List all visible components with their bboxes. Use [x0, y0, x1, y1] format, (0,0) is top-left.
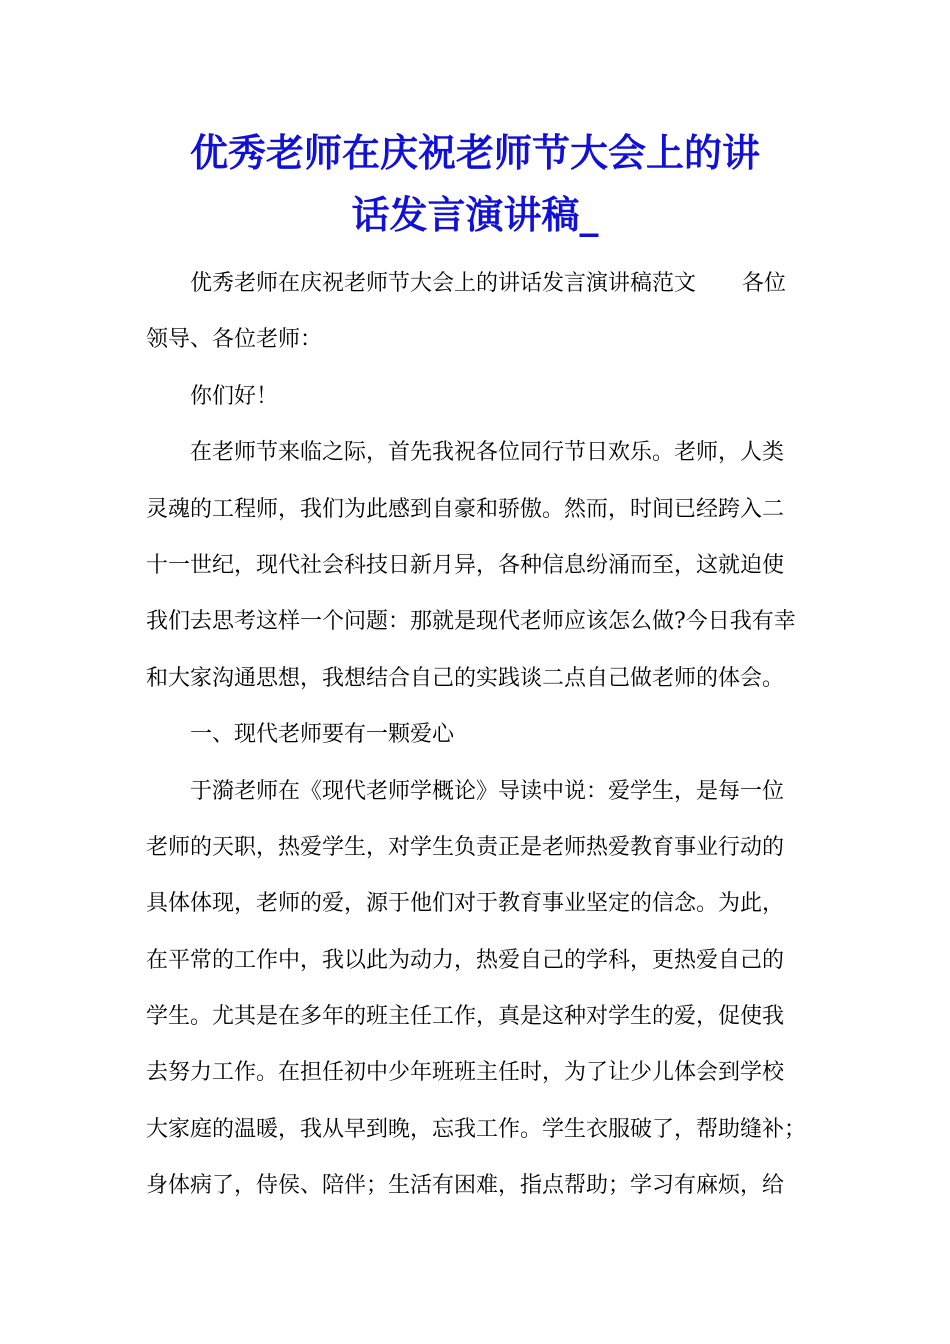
greeting-line: 你们好！	[190, 383, 279, 409]
paragraph2-line: 具体体现，老师的爱，源于他们对于教育事业坚定的信念。为此，	[146, 891, 785, 917]
title-line-2: 话发言演讲稿_	[351, 193, 599, 237]
paragraph1-line: 和大家沟通思想，我想结合自己的实践谈二点自己做老师的体会。	[146, 665, 785, 691]
paragraph2-line: 身体病了，侍侯、陪伴；生活有困难，指点帮助；学习有麻烦，给	[146, 1173, 785, 1199]
paragraph2-line: 去努力工作。在担任初中少年班班主任时，为了让少儿体会到学校	[146, 1060, 785, 1086]
paragraph1-line: 十一世纪，现代社会科技日新月异，各种信息纷涌而至，这就迫使	[146, 552, 785, 578]
intro-line-2: 领导、各位老师：	[146, 327, 323, 353]
paragraph1-line: 我们去思考这样一个问题：那就是现代老师应该怎么做?今日我有幸	[146, 609, 796, 635]
paragraph2-line: 于漪老师在《现代老师学概论》导读中说：爱学生，是每一位	[190, 778, 785, 804]
intro-greeting: 各位	[742, 271, 787, 296]
intro-text: 优秀老师在庆祝老师节大会上的讲话发言演讲稿范文	[190, 271, 697, 296]
paragraph2-line: 大家庭的温暖，我从早到晚，忘我工作。学生衣服破了，帮助缝补；	[146, 1116, 807, 1142]
intro-line	[146, 256, 812, 312]
section-heading: 一、现代老师要有一颗爱心	[190, 722, 455, 748]
document-body	[146, 256, 812, 1215]
paragraph2-line: 学生。尤其是在多年的班主任工作，真是这种对学生的爱，促使我	[146, 1004, 785, 1030]
paragraph1-line: 灵魂的工程师，我们为此感到自豪和骄傲。然而，时间已经跨入二	[146, 496, 785, 522]
paragraph1-line: 在老师节来临之际，首先我祝各位同行节日欢乐。老师，人类	[190, 440, 785, 466]
title-line-1: 优秀老师在庆祝老师节大会上的讲	[189, 131, 760, 175]
paragraph2-line: 老师的天职，热爱学生，对学生负责正是老师热爱教育事业行动的	[146, 834, 785, 860]
document-title	[120, 122, 830, 246]
paragraph2-line: 在平常的工作中，我以此为动力，热爱自己的学科，更热爱自己的	[146, 947, 785, 973]
